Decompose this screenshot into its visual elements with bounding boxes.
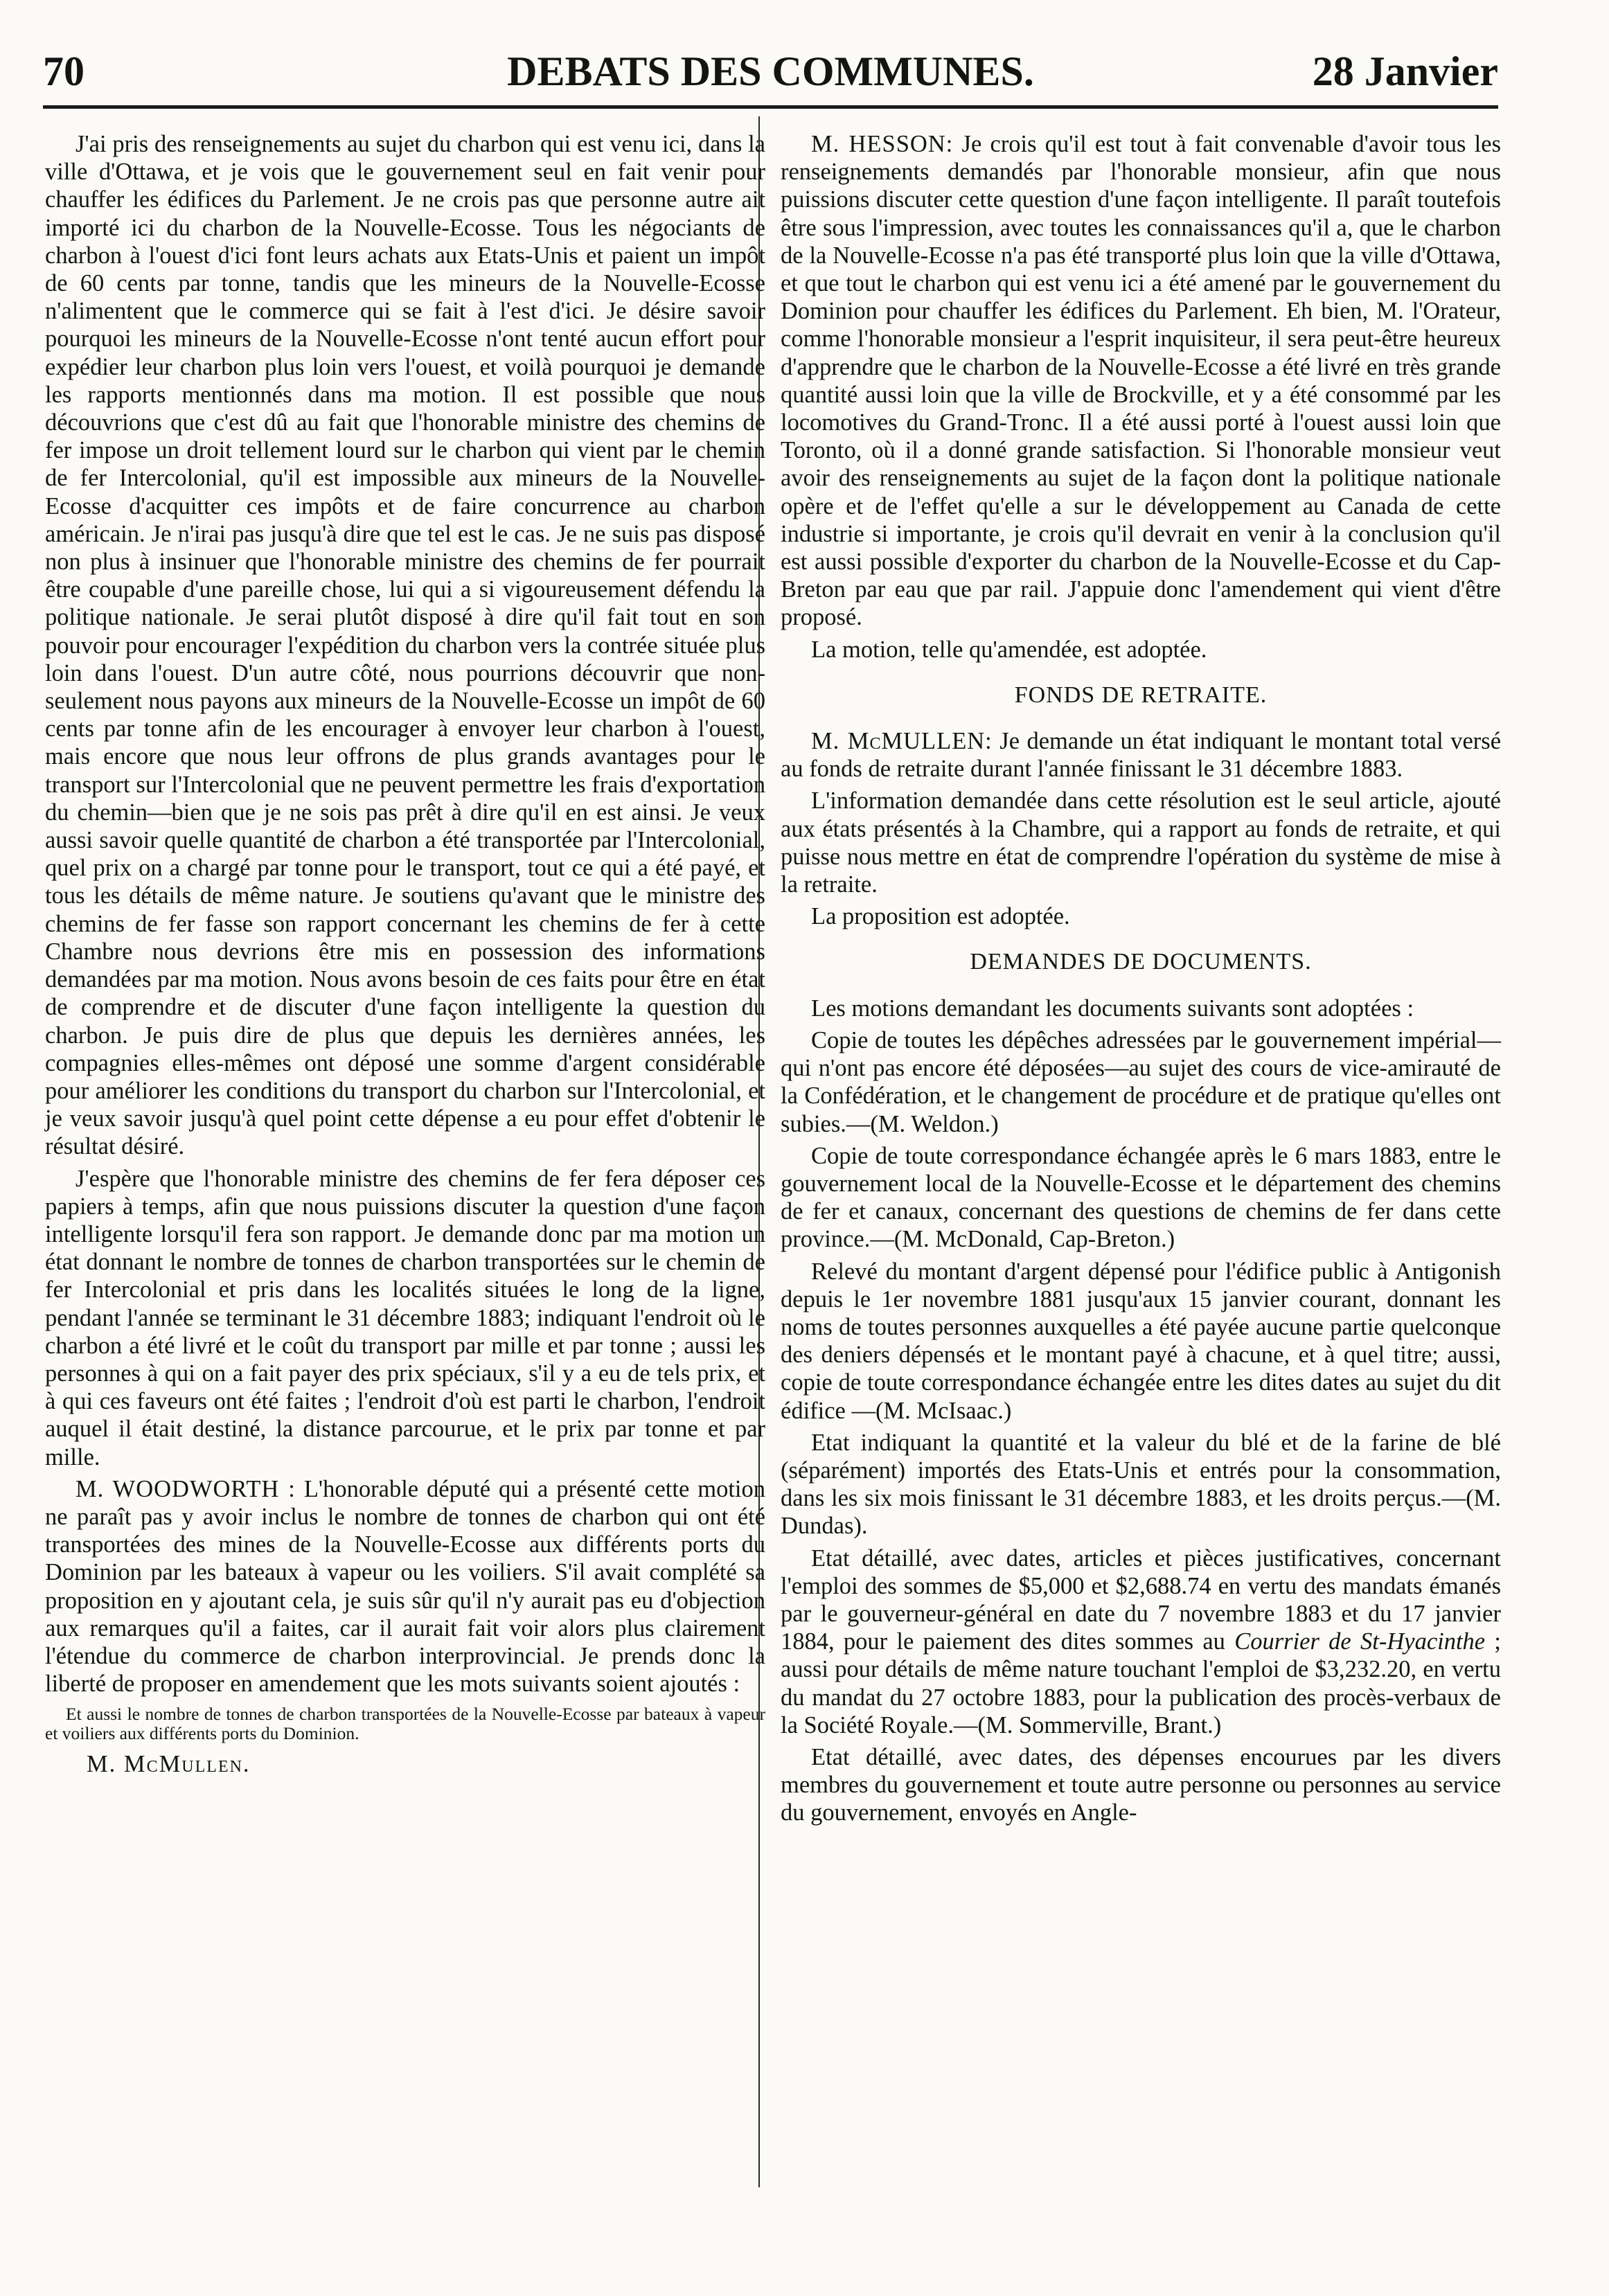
page-number: 70 (43, 48, 85, 94)
right-column (781, 130, 1501, 1831)
running-header (43, 47, 1498, 96)
paragraph: Les motions demandant les documents suivants sont adoptées : (811, 995, 1414, 1022)
paragraph (45, 1475, 765, 1698)
publication-title: DEBATS DES COMMUNES. (507, 48, 1034, 94)
header-rule (43, 105, 1498, 109)
paragraph: J'ai pris des renseignements au sujet du charbon qui est venu ici, dans la ville d'Ottawa, et je vois que le gouvernement seul en fait venir pour chauffer les édifices du Parlement. Je ne crois pas que personne autre ait importé ici du charbon de la Nouvelle-Ecosse. Tous les négociants de charbon à l'ouest d'ici font leurs achats aux Etats-Unis et paient un impôt de 60 cents par tonne, tandis que les mineurs de la Nouvelle-Ecosse n'alimentent que le commerce qui se fait à l'est d'ici. Je désire savoir pourquoi les mineurs de la Nouvelle-Ecosse n'ont tenté aucun effort pour expédier leur charbon plus loin vers l'ouest, et voilà pourquoi je demande les rapports mentionnés dans ma motion. Il est possible que nous découvrions que c'est dû au fait que l'honorable ministre des chemins de fer impose un droit tellement lourd sur le charbon qui vient par le chemin de fer Intercolonial, qu'il est impossible aux mineurs de la Nouvelle-Ecosse d'acquitter ces impôts et de faire concurrence au charbon américain. Je n'irai pas jusqu'à dire que tel est le cas. Je ne suis pas disposé non plus à insinuer que l'honorable ministre des chemins de fer pourrait être coupable d'une pareille chose, lui qui a si vigoureusement défendu la politique nationale. Je serai plutôt disposé à dire qu'il fait tout en son pouvoir pour encourager l'expédition du charbon vers la contrée située plus loin dans l'ouest. D'un autre côté, nous pourrions découvrir que non-seulement nous payons aux mineurs de la Nouvelle-Ecosse un impôt de 60 cents par tonne afin de les encourager à envoyer leur charbon à l'ouest, mais encore que nous leur offrons de plus grands avantages pour le transport sur l'Intercolonial que ne peuvent permettre les frais d'exportation du chemin—bien que je ne sois pas prêt à dire qu'il en est ainsi. Je veux aussi savoir quelle quantité de charbon a été transportée par l'Intercolonial, quel prix on a chargé par tonne pour le transport, tout ce qui a été payé, et tous les détails de même nature. Je soutiens qu'avant que le ministre des chemins de fer fasse son rapport concernant les chemins de fer à cette Chambre nous devrions être mis en possession des informations demandées par ma motion. Nous avons besoin de ces faits pour être en état de comprendre et de discuter d'une façon intelligente la question du charbon. Je puis dire de plus que depuis les dernières années, les compagnies elles-mêmes ont déposé une somme d'argent considérable pour améliorer les conditions du transport du charbon sur l'Intercolonial, et je veux savoir jusqu'à quel point cette dépense a eu pour effet d'obtenir le résultat désiré. (45, 131, 765, 1160)
speaker-name: M. HESSON: (811, 131, 954, 157)
text-run: Etat détaillé, avec dates, articles et pièces justificatives, concernant l'emploi des sommes de $5,000 et $2,688.74 en vertu des mandats émanés par le gouverneur-général en date du 7 novembre 1883 et du 17 janvier 1884, pour le paiement des dites sommes au (781, 1545, 1501, 1655)
text-run: ; aussi pour détails de même nature touchant l'emploi de $3,232.20, en vertu du mandat du 27 octobre 1883, pour la publication des procès-verbaux de la Société Royale.—(M. Sommerville, Brant.) (781, 1628, 1501, 1738)
mover-signature: M. McMullen. (87, 1751, 251, 1778)
header-date: 28 Janvier (1312, 48, 1498, 94)
paragraph: Copie de toute correspondance échangée après le 6 mars 1883, entre le gouvernement local de la Nouvelle-Ecosse et le département des chemins de fer et canaux, concernant des questions de chemins de fer dans cette province.—(M. McDonald, Cap-Breton.) (781, 1142, 1501, 1253)
speech-text: L'honorable député qui a présenté cette motion ne paraît pas y avoir inclus le nombre de tonnes de charbon qui ont été transportées des mines de la Nouvelle-Ecosse aux différents ports du Dominion par les bateaux à vapeur ou les voiliers. S'il avait complété sa proposition en y ajoutant cela, je suis sûr qu'il n'y aurait pas eu d'objection aux remarques qu'il a faites, car il aurait fait voir alors plus clairement l'étendue du commerce de charbon interprovincial. Je prends donc la liberté de proposer en amendement que les mots suivants soient ajoutés : (45, 1475, 765, 1698)
speaker-name: M. McMULLEN: (811, 728, 993, 755)
paragraph: Etat détaillé, avec dates, des dépenses encourues par les divers membres du gouvernement et toute autre personne ou personnes au service du gouvernement, envoyés en Angle- (781, 1743, 1501, 1826)
paragraph: J'espère que l'honorable ministre des chemins de fer fera déposer ces papiers à temps, afin que nous puissions discuter la question d'une façon intelligente lorsqu'il fera son rapport. Je demande donc par ma motion un état donnant le nombre de tonnes de charbon transportées sur le chemin de fer Intercolonial et pris dans les localités situées le long de la ligne, pendant l'année se terminant le 31 décembre 1883; indiquant l'endroit où le charbon a été livré et le coût du transport par mille et par tonne ; aussi les personnes à qui on a fait payer des prix spéciaux, s'il y a eu de tels prix, et à qui ces faveurs ont été faites ; l'endroit d'où est parti le charbon, l'endroit auquel il était destiné, la distance parcourue, et le prix par tonne et par mille. (45, 1165, 765, 1470)
newspaper-title: Courrier de St-Hyacinthe (1234, 1628, 1486, 1655)
speaker-name: M. WOODWORTH : (75, 1475, 296, 1502)
section-heading: DEMANDES DE DOCUMENTS. (970, 949, 1312, 975)
paragraph: L'information demandée dans cette résolution est le seul article, ajouté aux états présentés à la Chambre, qui a rapport au fonds de retraite, et qui puisse nous mettre en état de comprendre l'opération du système de mise à la retraite. (781, 787, 1501, 898)
speech-text: Je demande un état indiquant le montant total versé au fonds de retraite durant l'année finissant le 31 décembre 1883. (781, 728, 1502, 783)
paragraph (781, 130, 1501, 632)
section-heading: FONDS DE RETRAITE. (1014, 682, 1268, 708)
amendment-quote: Et aussi le nombre de tonnes de charbon transportées de la Nouvelle-Ecosse par bateaux à vapeur et voiliers aux différents ports du Dominion. (45, 1704, 765, 1744)
paragraph: La motion, telle qu'amendée, est adoptée. (811, 636, 1207, 663)
paragraph (781, 727, 1501, 783)
paragraph: Copie de toutes les dépêches adressées par le gouvernement impérial—qui n'ont pas encore été déposées—au sujet des cours de vice-amirauté de la Confédération, et le changement de procédure et de pratique qu'elles ont subies.—(M. Weldon.) (781, 1026, 1501, 1137)
paragraph (781, 1545, 1501, 1739)
speech-text: Je crois qu'il est tout à fait convenable d'avoir tous les renseignements demandés par l'honorable monsieur, afin que nous puissions discuter cette question d'une façon intelligente. Il paraît toutefois être sous l'impression, avec toutes les connaissances qu'il a, que le charbon de la Nouvelle-Ecosse n'a pas été transporté plus loin que la ville d'Ottawa, et que tout le charbon qui est venu ici a été amené par le gouvernement du Dominion pour chauffer les édifices du Parlement. Eh bien, M. l'Orateur, comme l'honorable monsieur a l'esprit inquisiteur, il sera peut-être heureux d'apprendre que le charbon de la Nouvelle-Ecosse a été livré en très grande quantité aussi loin que la ville de Brockville, et y a été consommé par les locomotives du Grand-Tronc. Il a été aussi porté à l'ouest aussi loin que Toronto, où il a donné grande satisfaction. Si l'honorable monsieur veut avoir des renseignements au sujet de la façon dont la politique nationale opère et de l'effet qu'elle a sur le développement au Canada de cette industrie si importante, je crois qu'il devrait en venir à la conclusion qu'il est aussi possible d'exporter du charbon de la Nouvelle-Ecosse et du Cap-Breton par eau que par rail. J'appuie donc l'amendement qui vient d'être proposé. (781, 131, 1502, 631)
paragraph: Etat indiquant la quantité et la valeur du blé et de la farine de blé (séparément) importés des Etats-Unis et entrés pour la consommation, dans les six mois finissant le 31 décembre 1883, et les droits perçus.—(M. Dundas). (781, 1429, 1501, 1540)
paragraph: Relevé du montant d'argent dépensé pour l'édifice public à Antigonish depuis le 1er novembre 1881 jusqu'aux 15 janvier courant, donnant les noms de toutes personnes auxquelles a été payée aucune partie quelconque des deniers dépensés et le montant payé à chacune, et à quel titre; aussi, copie de toute correspondance échangée entre les dites dates au sujet du dit édifice —(M. McIsaac.) (781, 1258, 1501, 1424)
paragraph: La proposition est adoptée. (811, 903, 1070, 930)
left-column (45, 130, 765, 1779)
